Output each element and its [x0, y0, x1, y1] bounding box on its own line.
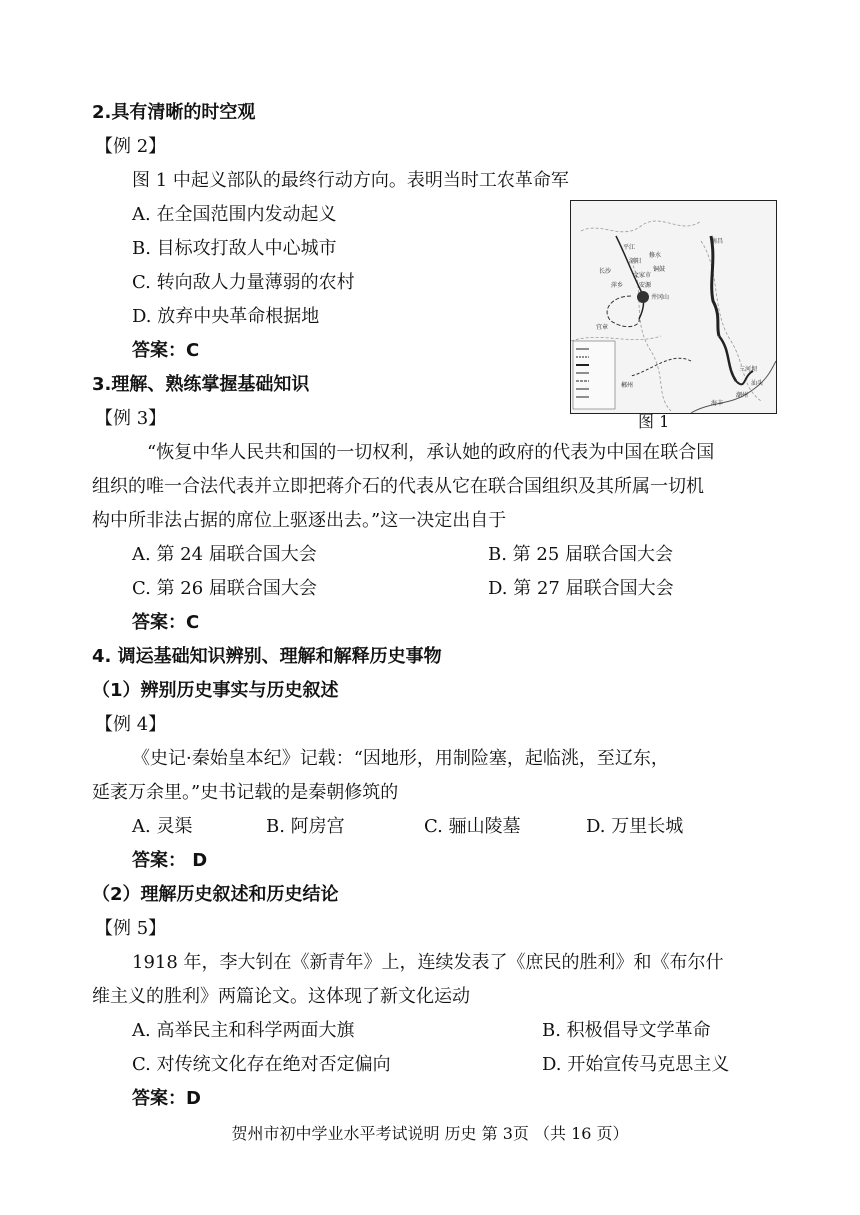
page-footer: 贺州市初中学业水平考试说明 历史 第 3页 （共 16 页） — [231, 1124, 629, 1143]
subsection-heading-4-1: （1）辨别历史事实与历史叙述 — [92, 680, 339, 701]
map-label: 郴州 — [621, 382, 634, 389]
ex3-stem-line: 构中所非法占据的席位上驱逐出去。”这一决定出自于 — [92, 510, 507, 531]
example-label-3: 【例 3】 — [95, 408, 167, 429]
ex5-answer: 答案：D — [132, 1088, 201, 1109]
map-label: 宜章 — [596, 324, 609, 331]
map-label: 南昌 — [711, 238, 724, 245]
map-label: 修水 — [649, 252, 662, 259]
ex5-option-a: A. 高举民主和科学两面大旗 — [132, 1020, 355, 1041]
ex3-option-b: B. 第 25 届联合国大会 — [488, 544, 674, 565]
section-heading-3: 3.理解、熟练掌握基础知识 — [92, 374, 310, 395]
map-label: 铜鼓 — [653, 266, 666, 273]
subsection-heading-4-2: （2）理解历史叙述和历史结论 — [92, 884, 339, 905]
ex5-option-d: D. 开始宣传马克思主义 — [542, 1054, 730, 1075]
map-label: 潮州 — [736, 392, 749, 399]
figure-caption: 图 1 — [638, 412, 670, 431]
ex2-answer: 答案：C — [132, 340, 200, 361]
map-label: 文家市 — [633, 272, 652, 279]
ex4-stem-line: 《史记·秦始皇本纪》记载：“因地形，用制险塞，起临洮，至辽东， — [132, 748, 669, 769]
ex3-option-a: A. 第 24 届联合国大会 — [132, 544, 317, 565]
ex4-option-d: D. 万里长城 — [586, 816, 684, 837]
ex4-option-b: B. 阿房宫 — [266, 816, 345, 837]
ex5-stem-line: 1918 年，李大钊在《新青年》上，连续发表了《庶民的胜利》和《布尔什 — [132, 952, 724, 973]
example-stem-2: 图 1 中起义部队的最终行动方向。表明当时工农革命军 — [132, 170, 569, 191]
ex4-answer: 答案： D — [132, 850, 208, 871]
map-label: 三河坝 — [739, 366, 758, 373]
ex5-option-b: B. 积极倡导文学革命 — [542, 1020, 711, 1041]
ex2-option-c: C. 转向敌人力量薄弱的农村 — [132, 272, 355, 293]
ex3-stem-line: 组织的唯一合法代表并立即把蒋介石的代表从它在联合国组织及其所属一切机 — [92, 476, 704, 497]
ex5-stem-line: 维主义的胜利》两篇论文。这体现了新文化运动 — [92, 986, 470, 1007]
map-label: 汕头 — [751, 380, 764, 387]
ex3-answer: 答案：C — [132, 612, 200, 633]
example-label-4: 【例 4】 — [95, 714, 167, 735]
ex2-option-a: A. 在全国范围内发动起义 — [132, 204, 337, 225]
ex4-option-a: A. 灵渠 — [132, 816, 193, 837]
map-label: 井冈山 — [651, 294, 670, 301]
ex2-option-b: B. 目标攻打敌人中心城市 — [132, 238, 337, 259]
map-label: 平江 — [623, 244, 636, 251]
map-label: 萍乡 — [611, 282, 624, 289]
section-heading-4: 4. 调运基础知识辨别、理解和解释历史事物 — [92, 646, 442, 667]
uprising-route-map — [571, 201, 776, 413]
map-label: 海丰 — [711, 400, 724, 407]
map-label: 浏阳 — [629, 258, 642, 265]
section-heading-2: 2.具有清晰的时空观 — [92, 102, 256, 123]
example-label-5: 【例 5】 — [95, 918, 167, 939]
ex2-option-d: D. 放弃中央革命根据地 — [132, 306, 320, 327]
map-figure — [570, 200, 777, 414]
ex4-option-c: C. 骊山陵墓 — [424, 816, 521, 837]
ex3-option-d: D. 第 27 届联合国大会 — [488, 578, 674, 599]
ex4-stem-line: 延袤万余里。”史书记载的是秦朝修筑的 — [92, 782, 399, 803]
map-label: 长沙 — [599, 268, 612, 275]
ex3-stem-line: “恢复中华人民共和国的一切权利，承认她的政府的代表为中国在联合国 — [147, 442, 715, 463]
map-label: 安源 — [639, 282, 652, 289]
example-label-2: 【例 2】 — [95, 136, 167, 157]
ex3-option-c: C. 第 26 届联合国大会 — [132, 578, 317, 599]
jinggangshan-marker — [637, 291, 649, 303]
ex5-option-c: C. 对传统文化存在绝对否定偏向 — [132, 1054, 391, 1075]
